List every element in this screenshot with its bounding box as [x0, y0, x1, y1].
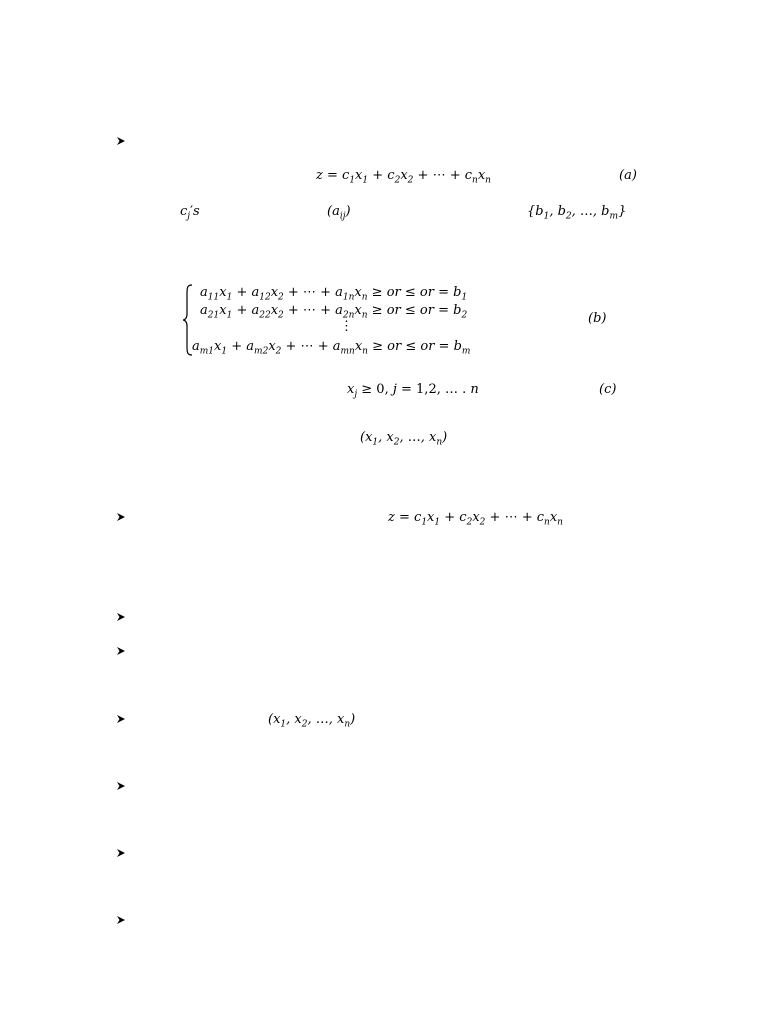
arrow-bullet-icon — [116, 646, 126, 656]
constraint-row-m: $a_{m1}x_1 + a_{m2}x_2$ + ⋯ + $a_{mn}x_n$ ≥ or ≤ or = $b_m$ — [192, 339, 471, 357]
constraint-row-2: $a_{21}x_1 + a_{22}x_2$ + ⋯ + $a_{2n}x_n$ ≥ or ≤ or = $b_2$ — [200, 303, 468, 321]
equation-label-c: (c) — [599, 382, 617, 397]
vertical-ellipsis: ⋮ — [340, 319, 353, 334]
cost-coefficients: $c_j's$ — [180, 204, 200, 222]
arrow-bullet-icon — [116, 612, 126, 622]
rhs-set: {$b_1$, $b_2$, …, $b_m$} — [527, 204, 627, 222]
constraint-system — [182, 284, 512, 356]
arrow-bullet-icon — [116, 714, 126, 724]
arrow-bullet-icon — [116, 136, 126, 146]
arrow-bullet-icon — [116, 781, 126, 791]
objective-function-inline: $z = c_1x_1 + c_2x_2$ + ⋯ + $c_nx_n$ — [388, 510, 563, 528]
objective-function: $z = c_1x_1 + c_2x_2$ + ⋯ + $c_nx_n$ — [316, 168, 491, 186]
arrow-bullet-icon — [116, 915, 126, 925]
coefficient-matrix: $(a_{ij})$ — [327, 204, 351, 222]
arrow-bullet-icon — [116, 512, 126, 522]
solution-vector-inline: ($x_1$, $x_2$, …, $x_n$) — [268, 712, 356, 730]
equation-label-a: (a) — [619, 168, 637, 183]
solution-vector: ($x_1$, $x_2$, …, $x_n$) — [360, 430, 448, 448]
non-negativity-constraint: $x_j \ge 0$, j = 1,2, … . n — [347, 382, 479, 400]
constraint-row-1: $a_{11}x_1 + a_{12}x_2$ + ⋯ + $a_{1n}x_n$ ≥ or ≤ or = $b_1$ — [200, 285, 468, 303]
equation-label-b: (b) — [588, 311, 607, 326]
arrow-bullet-icon — [116, 848, 126, 858]
